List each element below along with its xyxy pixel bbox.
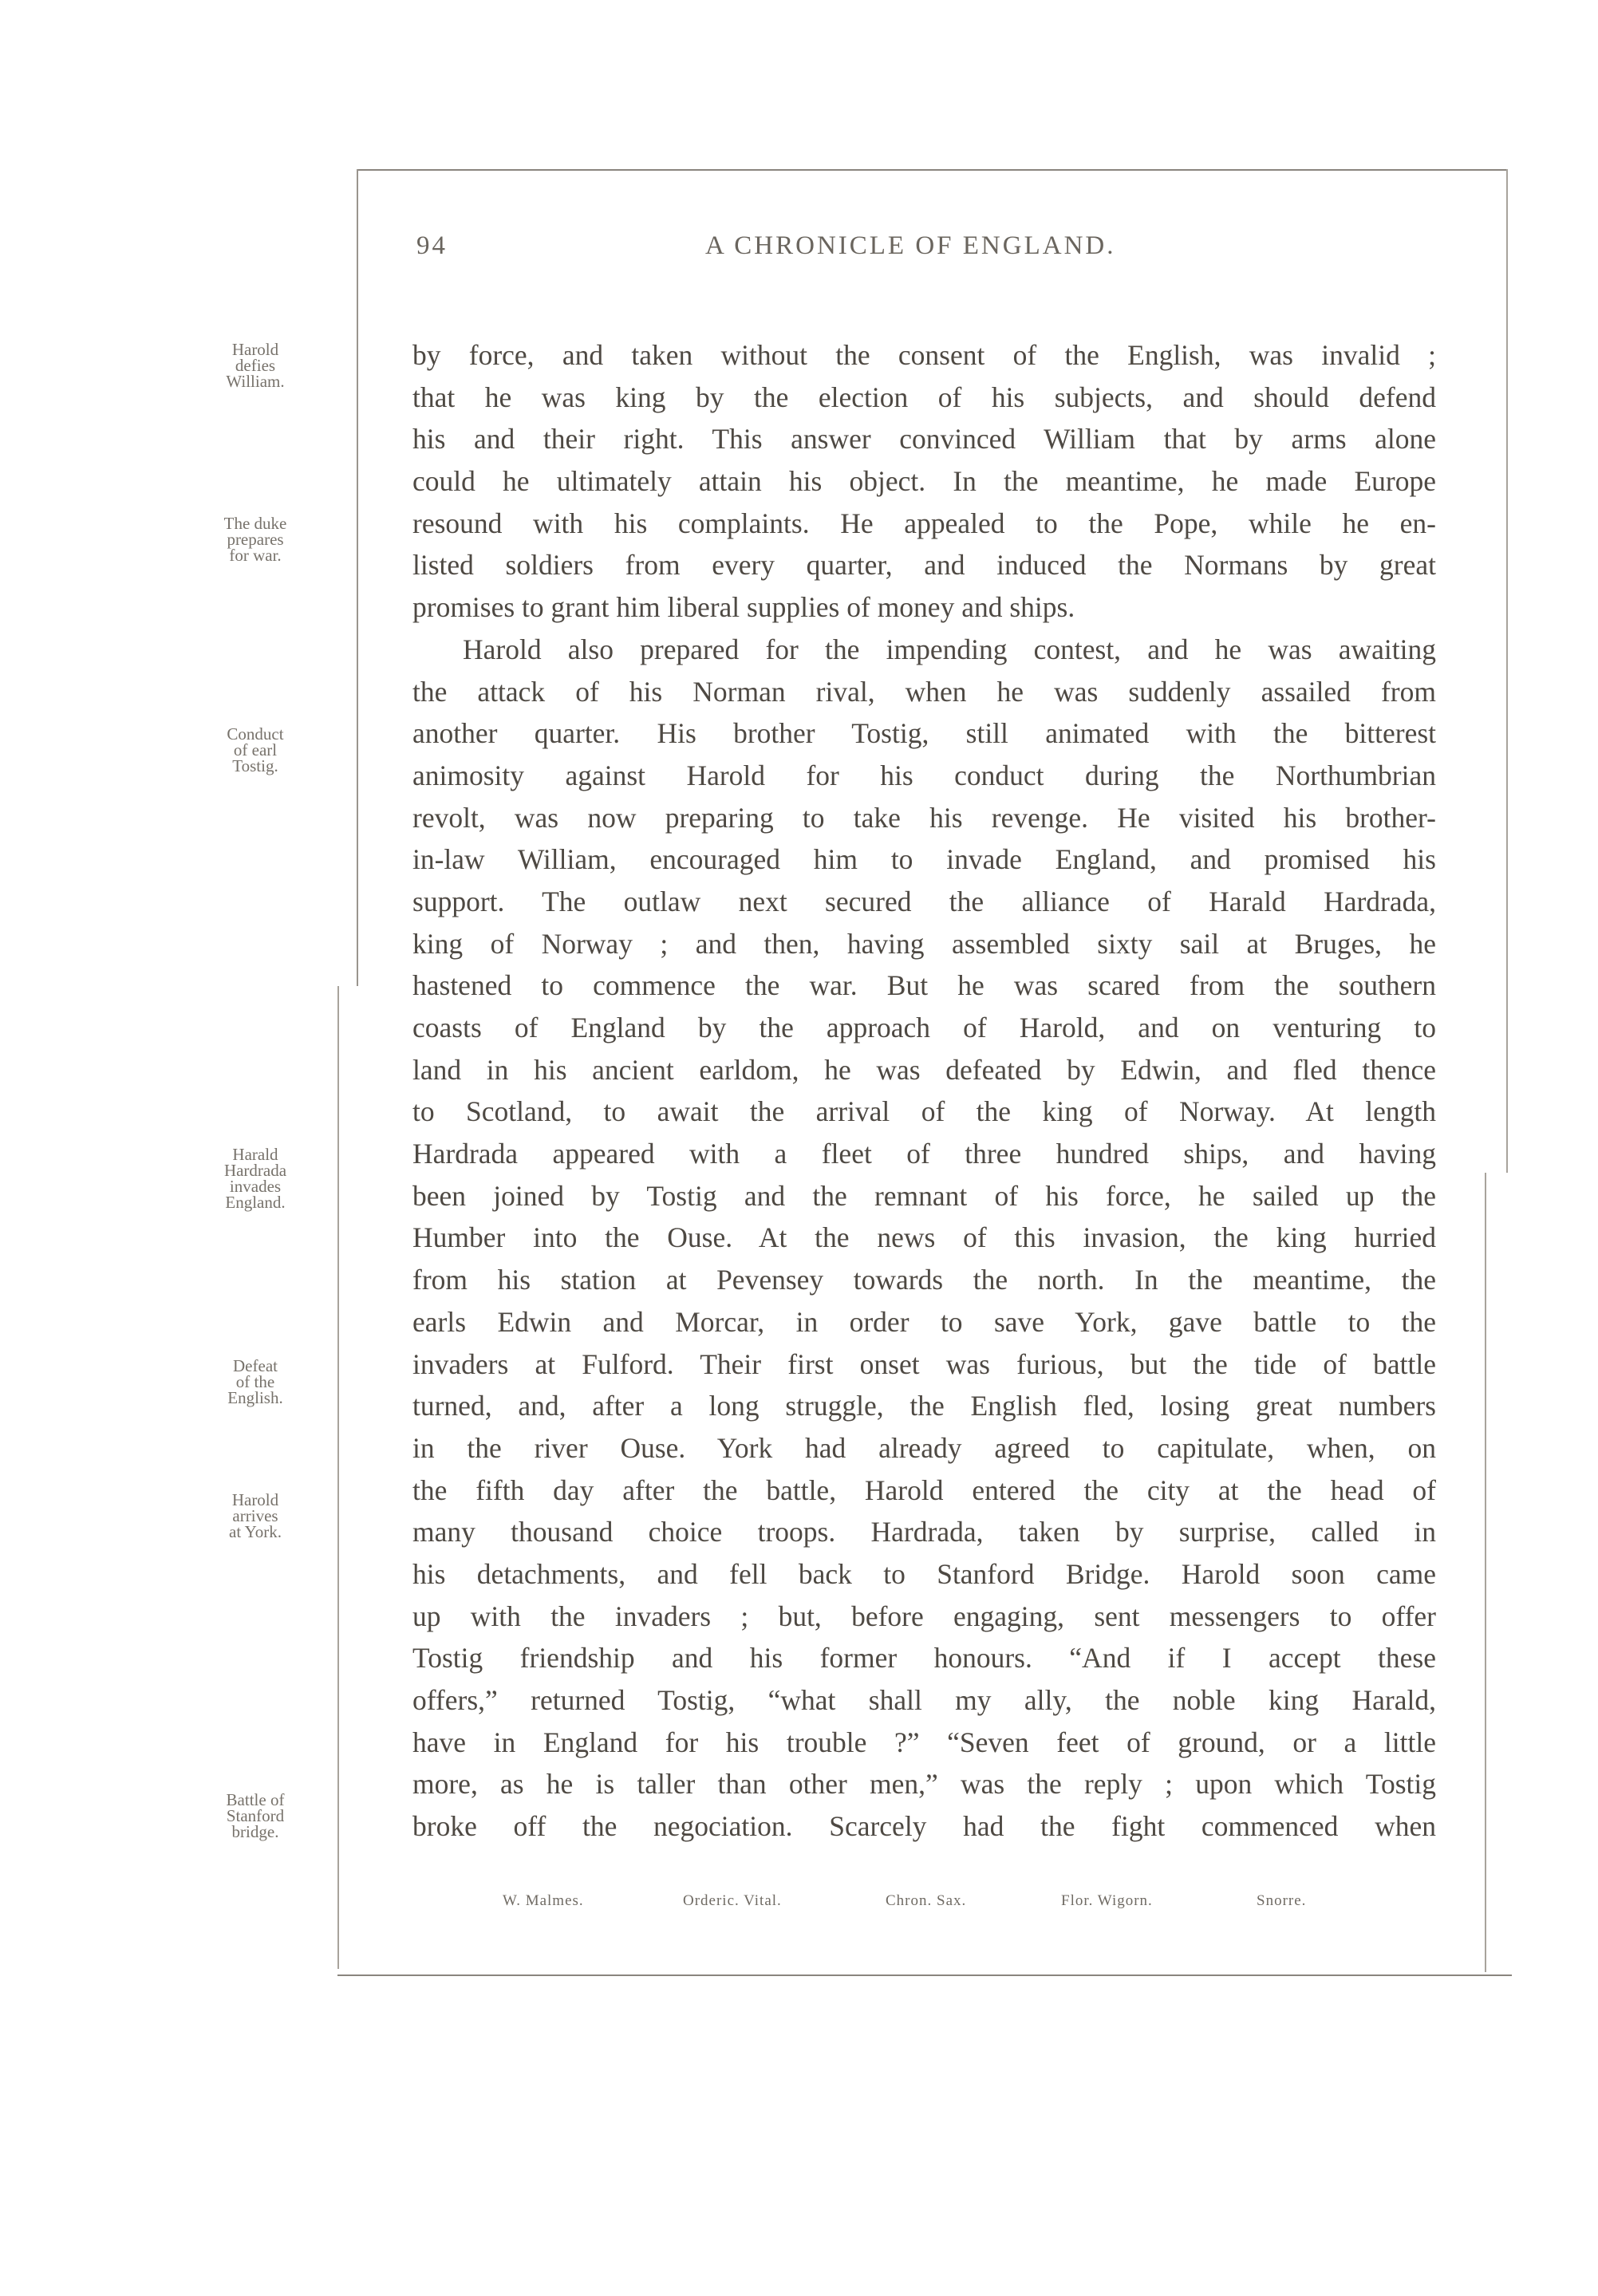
body-line: his detachments, and fell back to Stanford Bridge. Harold soon came <box>412 1557 1436 1590</box>
body-line: turned, and, after a long struggle, the English fled, losing great numbers <box>412 1390 1436 1422</box>
sidenote-line: Tostig. <box>232 756 278 775</box>
body-line: invaders at Fulford. Their first onset was furious, but the tide of battle <box>412 1347 1436 1380</box>
footnote-source: W. Malmes. <box>503 1892 584 1909</box>
body-line: Tostig friendship and his former honours. “And if I accept these <box>412 1642 1436 1675</box>
sidenote-line: arrives <box>232 1506 278 1525</box>
body-line: another quarter. His brother Tostig, still animated with the bitterest <box>412 717 1436 750</box>
body-line: listed soldiers from every quarter, and induced the Normans by great <box>412 549 1436 582</box>
sidenote-line: Defeat <box>233 1356 278 1375</box>
sidenote-line: Battle of <box>226 1790 285 1809</box>
body-line: been joined by Tostig and the remnant of his force, he sailed up the <box>412 1179 1436 1212</box>
sidenote-line: of earl <box>233 740 278 759</box>
sidenote-duke-prepares <box>199 515 311 563</box>
body-line: from his station at Pevensey towards the north. In the meantime, the <box>412 1264 1436 1296</box>
footnote-source: Orderic. Vital. <box>683 1892 782 1909</box>
sidenote-line: English. <box>227 1388 283 1407</box>
body-line: the attack of his Norman rival, when he was suddenly assailed from <box>412 675 1436 708</box>
body-line: his and their right. This answer convinced William that by arms alone <box>412 423 1436 456</box>
body-line: Hardrada appeared with a fleet of three hundred ships, and having <box>412 1138 1436 1170</box>
sidenote-line: defies <box>235 356 276 375</box>
body-line: Harold also prepared for the impending contest, and he was awaiting <box>463 633 1436 665</box>
body-line: many thousand choice troops. Hardrada, taken by surprise, called in <box>412 1516 1436 1548</box>
body-line: offers,” returned Tostig, “what shall my ally, the noble king Harald, <box>412 1684 1436 1716</box>
sidenote-line: for war. <box>229 546 282 565</box>
body-text <box>412 334 1436 1848</box>
body-line: that he was king by the election of his subjects, and should defend <box>412 381 1436 413</box>
sidenote-line: of the <box>235 1372 275 1391</box>
footnote-source: Flor. Wigorn. <box>1061 1892 1153 1909</box>
body-line: Humber into the Ouse. At the news of this invasion, the king hurried <box>412 1221 1436 1254</box>
sidenote-conduct-of-tostig <box>199 726 311 774</box>
sidenote-hardrada-invades <box>199 1146 311 1210</box>
page-number: 94 <box>416 231 448 260</box>
sidenote-harold-at-york <box>199 1492 311 1540</box>
page-frame-bottom-rule <box>337 1974 1512 1976</box>
sidenote-line: Stanford <box>226 1806 285 1825</box>
body-line: hastened to commence the war. But he was scared from the southern <box>412 969 1436 1002</box>
body-line: could he ultimately attain his object. In the meantime, he made Europe <box>412 465 1436 498</box>
sidenote-line: prepares <box>227 530 284 549</box>
page-frame-left-rule <box>357 169 358 986</box>
body-line: resound with his complaints. He appealed to the Pope, while he en- <box>412 507 1436 539</box>
sidenote-line: at York. <box>229 1522 282 1541</box>
page-frame-right-rule <box>1506 169 1508 1173</box>
body-line: revolt, was now preparing to take his revenge. He visited his brother- <box>412 801 1436 834</box>
sidenote-line: Harald <box>232 1145 278 1164</box>
sidenote-battle-of-stanford-bridge <box>199 1792 311 1840</box>
sidenote-line: bridge. <box>231 1822 279 1841</box>
body-line: land in his ancient earldom, he was defeated by Edwin, and fled thence <box>412 1053 1436 1086</box>
body-line: promises to grant him liberal supplies of money and ships. <box>412 591 1075 624</box>
body-line: more, as he is taller than other men,” was the reply ; upon which Tostig <box>412 1768 1436 1801</box>
body-line: in-law William, encouraged him to invade England, and promised his <box>412 843 1436 876</box>
sidenote-line: England. <box>225 1193 286 1212</box>
sidenote-line: The duke <box>223 514 287 533</box>
body-line: to Scotland, to await the arrival of the king of Norway. At length <box>412 1095 1436 1128</box>
body-line: animosity against Harold for his conduct during the Northumbrian <box>412 759 1436 791</box>
sidenote-defeat-of-english <box>199 1358 311 1406</box>
sidenote-line: invades <box>229 1177 282 1196</box>
sidenote-line: William. <box>226 372 285 391</box>
footnote-sources <box>503 1892 1340 1916</box>
running-title: A CHRONICLE OF ENGLAND. <box>705 231 1116 260</box>
page-frame-right-rule-lower <box>1485 1173 1486 1972</box>
page-frame-top-rule <box>357 169 1506 171</box>
body-line: have in England for his trouble ?” “Seven feet of ground, or a little <box>412 1726 1436 1758</box>
body-line: support. The outlaw next secured the alliance of Harald Hardrada, <box>412 885 1436 917</box>
body-line: broke off the negociation. Scarcely had the fight commenced when <box>412 1810 1436 1843</box>
sidenote-line: Conduct <box>227 724 284 744</box>
body-line: the fifth day after the battle, Harold entered the city at the head of <box>412 1473 1436 1506</box>
page-frame-left-rule-lower <box>337 986 339 1969</box>
sidenote-line: Hardrada <box>223 1161 287 1180</box>
sidenote-line: Harold <box>231 1490 279 1509</box>
footnote-source: Snorre. <box>1257 1892 1307 1909</box>
body-line: king of Norway ; and then, having assembled sixty sail at Bruges, he <box>412 927 1436 960</box>
sidenote-line: Harold <box>231 340 279 359</box>
body-line: coasts of England by the approach of Harold, and on venturing to <box>412 1012 1436 1043</box>
body-line: up with the invaders ; but, before engaging, sent messengers to offer <box>412 1600 1436 1632</box>
sidenote-harold-defies-william <box>199 341 311 389</box>
body-line: by force, and taken without the consent of the English, was invalid ; <box>412 339 1436 371</box>
body-line: in the river Ouse. York had already agreed to capitulate, when, on <box>412 1431 1436 1464</box>
running-head <box>416 231 1150 271</box>
body-line: earls Edwin and Morcar, in order to save York, gave battle to the <box>412 1305 1436 1338</box>
footnote-source: Chron. Sax. <box>886 1892 967 1909</box>
